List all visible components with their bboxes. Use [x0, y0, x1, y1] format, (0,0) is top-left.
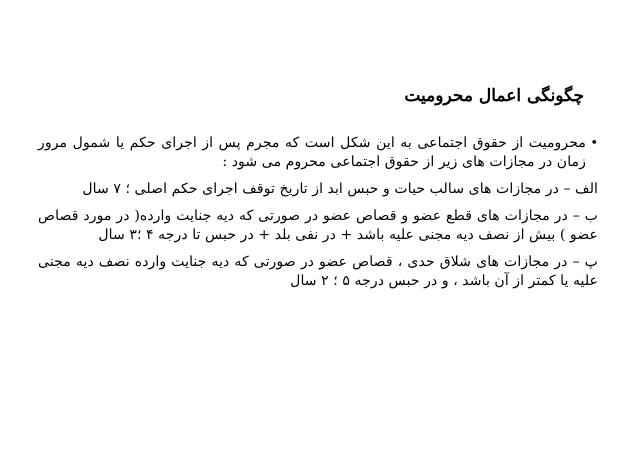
slide-body [38, 134, 598, 299]
paragraph-pe: پ – در مجازات های شلاق حدی ، قصاص عضو در صورتی که دیه جنایت وارده نصف دیه مجنی علیه یا کمتر از آن باشد ، و در حبس درجه ۵ ؛ ۲ سال [38, 254, 598, 289]
paragraph-intro: محرومیت از حقوق اجتماعی به این شکل است که مجرم پس از اجرای حکم یا شمول مرور زمان در مجازات های زیر از حقوق اجتماعی محروم می شود : [38, 135, 586, 170]
bullet-icon: • [590, 136, 598, 151]
paragraph-be: ب – در مجازات های قطع عضو و قصاص عضو در صورتی که دیه جنایت وارده( در مورد قصاص عضو ) بیش از نصف دیه مجنی علیه باشد + در نفی بلد + در حبس تا درجه ۴ ؛۳ سال [38, 208, 598, 243]
slide-title: چگونگی اعمال محرومیت [404, 86, 584, 106]
paragraph-alef: الف – در مجازات های سالب حیات و حبس ابد از تاریخ توقف اجرای حکم اصلی ؛ ۷ سال [82, 181, 598, 197]
bullet-paragraph [38, 134, 598, 172]
